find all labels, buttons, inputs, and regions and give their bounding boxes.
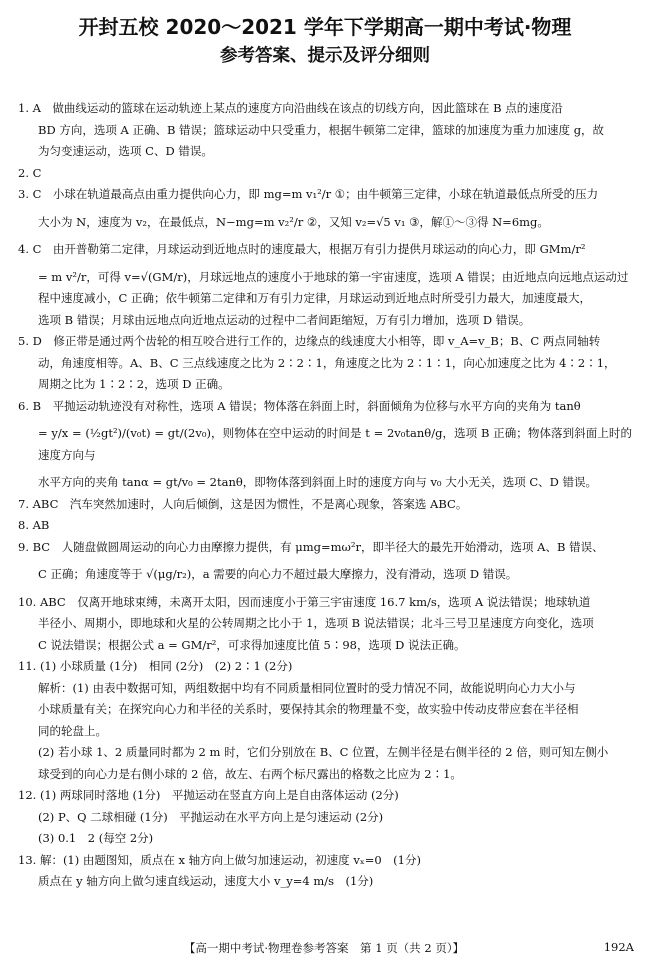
answer-1 xyxy=(18,98,632,163)
answer-line: 选项 B 错误；月球由远地点向近地点运动的过程中二者间距缩短，万有引力增加，选项 D 错误。 xyxy=(38,312,531,327)
answer-line: 程中速度减小，C 正确；依牛顿第二定律和万有引力定律，月球运动到近地点时所受引力最大，加速度最大， xyxy=(38,291,591,305)
footer-page-info: 【高一期中考试·物理卷参考答案 第 1 页（共 2 页）】 xyxy=(183,941,465,955)
answer-line: 9. BC 人随盘做圆周运动的向心力由摩擦力提供，有 μmg=mω²r，即半径大的最先开始滑动，选项 A、B 错误、 xyxy=(18,539,604,554)
answer-line: 质点在 y 轴方向上做匀速直线运动，速度大小 v_y=4 m/s (1分) xyxy=(38,874,374,888)
answer-line: 10. ABC 仅离开地球束缚，未离开太阳，因而速度小于第三宇宙速度 16.7 km/s，选项 A 说法错误；地球轨道 xyxy=(18,594,591,609)
answer-line: 13. 解：(1) 由题图知，质点在 x 轴方向上做匀加速运动，初速度 vₓ=0 (1分) xyxy=(18,852,421,867)
answer-line: 大小为 N，速度为 v₂，在最低点，N−mg=m v₂²/r ②，又知 v₂=√5 v₁ ③，解①～③得 N=6mg。 xyxy=(38,214,549,229)
answer-6 xyxy=(18,396,632,494)
answer-3 xyxy=(18,184,632,239)
answer-line: 解析：(1) 由表中数据可知，两组数据中均有不同质量相同位置时的受力情况不同，故能说明向心力大小与 xyxy=(38,680,576,695)
answer-line: 半径小、周期小，即地球和火星的公转周期之比小于 1，选项 B 说法错误；北斗三号卫星速度方向变化，选项 xyxy=(38,616,594,630)
answer-line: 周期之比为 1∶2∶2，选项 D 正确。 xyxy=(38,377,230,391)
answer-line: 1. A 做曲线运动的篮球在运动轨迹上某点的速度方向沿曲线在该点的切线方向，因此篮球在 B 点的速度沿 xyxy=(18,101,563,115)
answer-line: 同的轮盘上。 xyxy=(38,723,107,738)
answer-line: 12. (1) 两球同时落地 (1分) 平抛运动在竖直方向上是自由落体运动 (2分) xyxy=(18,788,399,802)
answer-line: 5. D 修正带是通过两个齿轮的相互咬合进行工作的，边缘点的线速度大小相等，即 v_A=v_B；B、C 两点同轴转 xyxy=(18,334,601,348)
answer-line: 水平方向的夹角 tanα = gt/v₀ = 2tanθ，即物体落到斜面上时的速度方向与 v₀ 大小无关，选项 C、D 错误。 xyxy=(38,475,598,489)
answer-line: 小球质量有关；在探究向心力和半径的关系时，要保持其余的物理量不变，故实验中传动皮带应套在半径相 xyxy=(38,702,579,716)
answer-line: (2) P、Q 二球相碰 (1分) 平抛运动在水平方向上是匀速运动 (2分) xyxy=(38,809,384,824)
answer-line: 为匀变速运动，选项 C、D 错误。 xyxy=(38,144,213,158)
answer-line: C 说法错误；根据公式 a = GM/r²，可求得加速度比值 5∶98，选项 D 说法正确。 xyxy=(38,637,466,652)
page-footer xyxy=(0,940,648,956)
answer-line: 4. C 由开普勒第二定律，月球运动到近地点时的速度最大，根据万有引力提供月球运动的向心力，即 GMm/r² xyxy=(18,242,586,256)
answer-line: 8. AB xyxy=(18,518,50,532)
page-subtitle: 参考答案、提示及评分细则 xyxy=(220,46,430,66)
answer-line: 球受到的向心力是右侧小球的 2 倍，故左、右两个标尺露出的格数之比应为 2∶1。 xyxy=(38,766,462,781)
answer-line: = m v²/r，可得 v=√(GM/r)，月球远地点的速度小于地球的第一宇宙速度，选项 A 错误；由近地点向远地点运动过 xyxy=(38,269,629,284)
answer-line: 2. C xyxy=(18,165,42,180)
answer-line: = y/x = (½gt²)/(v₀t) = gt/(2v₀)，则物体在空中运动的时间是 t = 2v₀tanθ/g，选项 B 正确；物体落到斜面上时的速度方向与 xyxy=(38,426,632,462)
answer-9 xyxy=(18,537,632,592)
answer-4 xyxy=(18,239,632,331)
answer-7 xyxy=(18,494,632,516)
answers-body xyxy=(18,98,632,893)
answer-11 xyxy=(18,656,632,785)
answer-line: 6. B 平抛运动轨迹没有对称性，选项 A 错误；物体落在斜面上时，斜面倾角为位移与水平方向的夹角为 tanθ xyxy=(18,398,581,413)
answer-line: (3) 0.1 2 (每空 2分) xyxy=(38,831,154,845)
answer-10 xyxy=(18,592,632,657)
page-title: 开封五校 2020～2021 学年下学期高一期中考试·物理 xyxy=(78,15,572,39)
answer-5 xyxy=(18,331,632,396)
answer-line: 动，角速度相等。A、B、C 三点线速度之比为 2∶2∶1，角速度之比为 2∶1∶1，向心加速度之比为 4∶2∶1， xyxy=(38,355,616,370)
answer-line: BD 方向，选项 A 正确、B 错误；篮球运动中只受重力，根据牛顿第二定律，篮球的加速度为重力加速度 g，故 xyxy=(38,122,605,137)
answer-line: C 正确；角速度等于 √(μg/r₂)，a 需要的向心力不超过最大摩擦力，没有滑动，选项 D 错误。 xyxy=(38,567,518,581)
answer-2 xyxy=(18,163,632,185)
answer-line: 3. C 小球在轨道最高点由重力提供向心力，即 mg=m v₁²/r ①；由牛顿第三定律，小球在轨道最低点所受的压力 xyxy=(18,187,599,201)
answer-line: (2) 若小球 1、2 质量同时都为 2 m 时，它们分别放在 B、C 位置，左侧半径是右侧半径的 2 倍，则可知左侧小 xyxy=(38,745,609,759)
answer-8 xyxy=(18,515,632,537)
answer-line: 11. (1) 小球质量 (1分) 相同 (2分) (2) 2∶1 (2分) xyxy=(18,659,293,673)
answer-13 xyxy=(18,850,632,893)
answer-12 xyxy=(18,785,632,850)
answer-line: 7. ABC 汽车突然加速时，人向后倾倒，这是因为惯性，不是离心现象，答案选 ABC。 xyxy=(18,496,468,511)
footer-code: 192A xyxy=(603,940,634,954)
